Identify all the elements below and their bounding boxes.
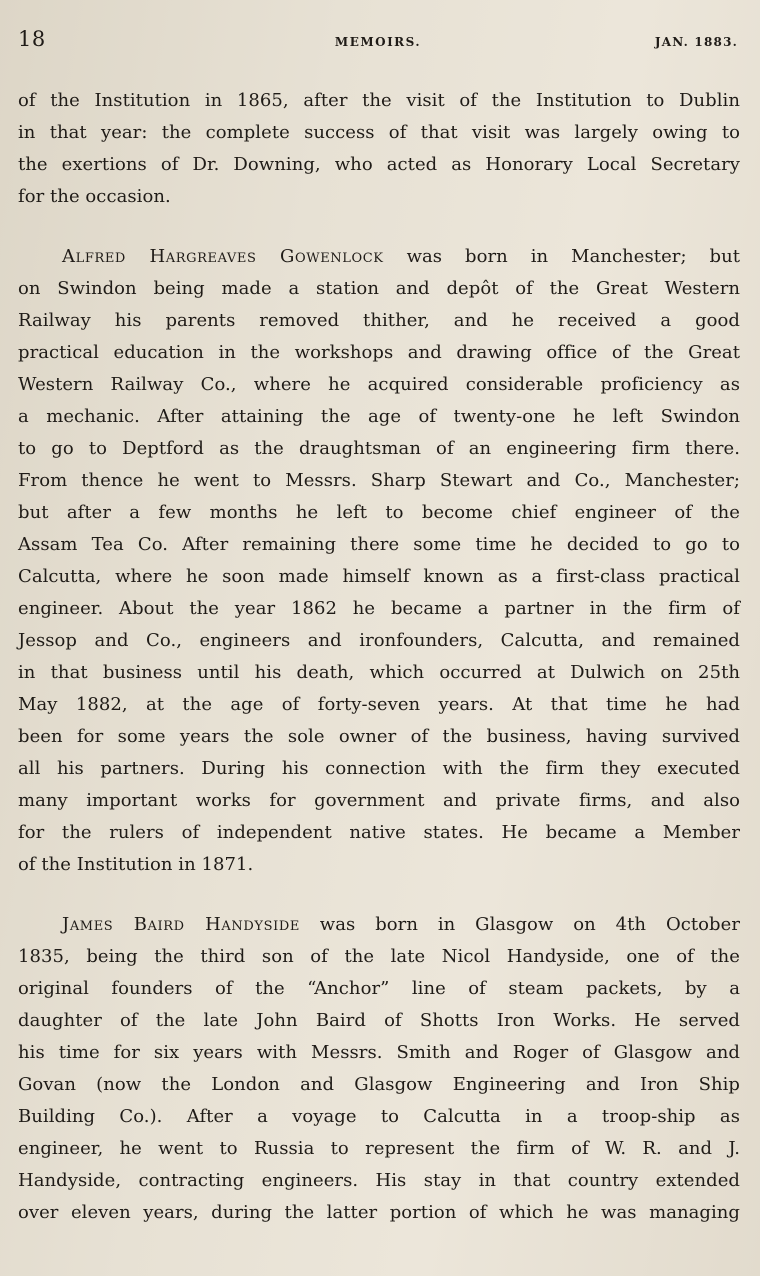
text-line: on Swindon being made a station and depôt of the Great Western	[18, 278, 740, 299]
text-line: Handyside, contracting engineers. His stay in that country extended	[18, 1170, 740, 1191]
text-line: for the rulers of independent native states. He became a Member	[18, 822, 740, 843]
body-text	[18, 85, 740, 1229]
page-header	[18, 27, 738, 55]
memoir-gowenlock	[18, 241, 740, 881]
text-line: all his partners. During his connection with the firm they executed	[18, 758, 740, 779]
text-line: many important works for government and private firms, and also	[18, 790, 740, 811]
text-line: in that business until his death, which occurred at Dulwich on 25th	[18, 662, 740, 683]
text-line: 1835, being the third son of the late Nicol Handyside, one of the	[18, 946, 740, 967]
text-line: in that year: the complete success of that visit was largely owing to	[18, 122, 740, 143]
text-line: his time for six years with Messrs. Smith and Roger of Glasgow and	[18, 1042, 740, 1063]
text-line: engineer. About the year 1862 he became a partner in the firm of	[18, 598, 740, 619]
paragraph-continuation	[18, 85, 740, 213]
memoir-subject-name: Alfred Hargreaves Gowenlock	[62, 246, 384, 267]
text-line: Jessop and Co., engineers and ironfounders, Calcutta, and remained	[18, 630, 740, 651]
text-line: of the Institution in 1871.	[18, 854, 254, 875]
memoir-handyside	[18, 909, 740, 1229]
header-date: JAN. 1883.	[654, 35, 738, 49]
text-line: Govan (now the London and Glasgow Engineering and Iron Ship	[18, 1074, 740, 1095]
text-line: a mechanic. After attaining the age of twenty-one he left Swindon	[18, 406, 740, 427]
text-line: over eleven years, during the latter portion of which he was managing	[18, 1202, 740, 1223]
text-line: Calcutta, where he soon made himself known as a first-class practical	[18, 566, 740, 587]
text-line: practical education in the workshops and drawing office of the Great	[18, 342, 740, 363]
text-line: the exertions of Dr. Downing, who acted as Honorary Local Secretary	[18, 154, 740, 175]
text-line: original founders of the “Anchor” line of steam packets, by a	[18, 978, 740, 999]
text-line: for the occasion.	[18, 186, 171, 207]
text-line: been for some years the sole owner of the business, having survived	[18, 726, 740, 747]
text-line: Railway his parents removed thither, and he received a good	[18, 310, 740, 331]
text-line: Building Co.). After a voyage to Calcutta in a troop-ship as	[18, 1106, 740, 1127]
page-number: 18	[18, 27, 46, 51]
memoir-subject-name: James Baird Handyside	[62, 914, 300, 935]
text-line: Assam Tea Co. After remaining there some time he decided to go to	[18, 534, 740, 555]
text-line: May 1882, at the age of forty-seven years. At that time he had	[18, 694, 740, 715]
text-line: From thence he went to Messrs. Sharp Stewart and Co., Manchester;	[18, 470, 740, 491]
text-line: Western Railway Co., where he acquired considerable proficiency as	[18, 374, 740, 395]
text-line: daughter of the late John Baird of Shotts Iron Works. He served	[18, 1010, 740, 1031]
running-title: MEMOIRS.	[334, 35, 422, 49]
text-line: but after a few months he left to become chief engineer of the	[18, 502, 740, 523]
text-line: Alfred Hargreaves Gowenlock was born in Manchester; but	[62, 246, 740, 267]
text-line: of the Institution in 1865, after the visit of the Institution to Dublin	[18, 90, 740, 111]
text-line: to go to Deptford as the draughtsman of an engineering firm there.	[18, 438, 740, 459]
text-line: James Baird Handyside was born in Glasgow on 4th October	[62, 914, 740, 935]
text-line: engineer, he went to Russia to represent the firm of W. R. and J.	[18, 1138, 740, 1159]
